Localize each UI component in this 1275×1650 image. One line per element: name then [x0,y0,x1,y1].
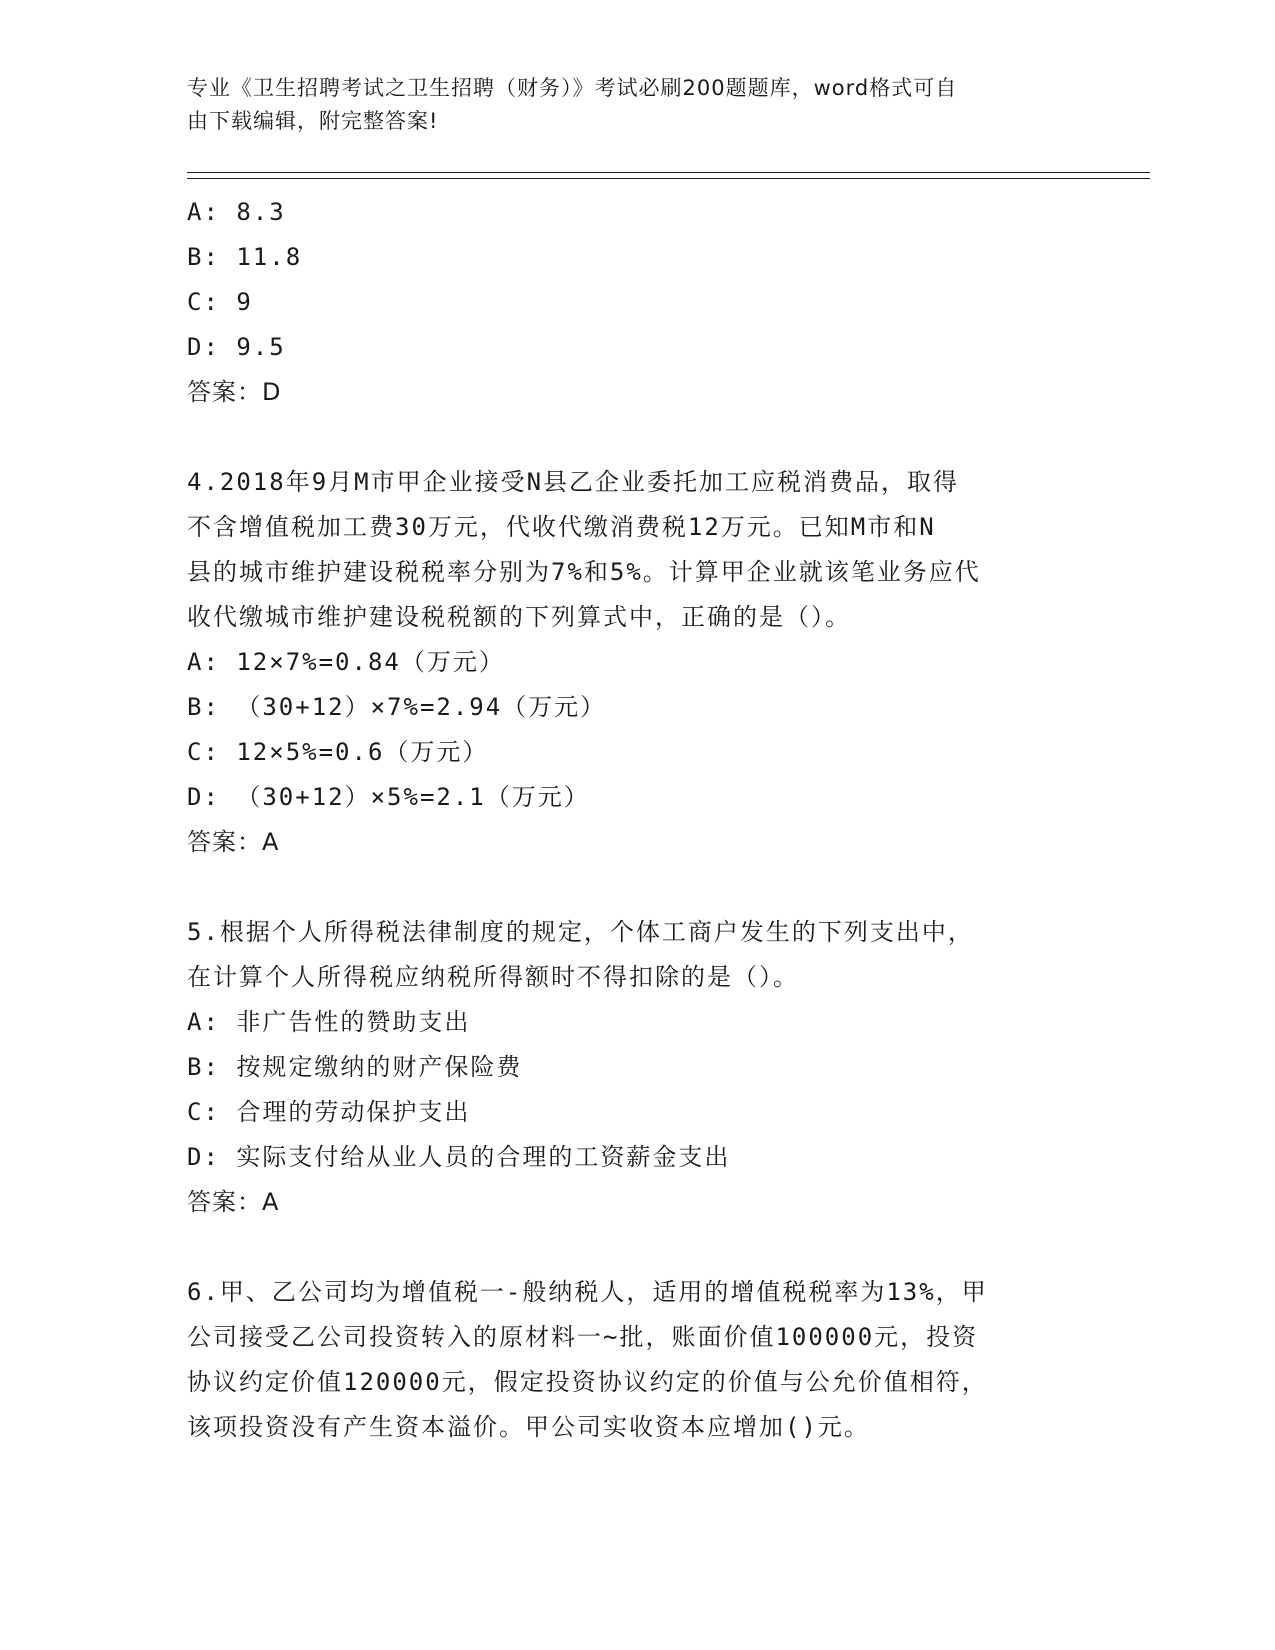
question-stem-line: 不含增值税加工费30万元，代收代缴消费税12万元。已知M市和N [187,513,936,541]
answer: 答案：D [187,378,282,406]
answer: 答案：A [187,1188,280,1216]
option-d: D: 实际支付给从业人员的合理的工资薪金支出 [187,1143,731,1171]
question-stem-line: 协议约定价值120000元，假定投资协议约定的价值与公允价值相符， [187,1368,988,1396]
question-stem-line: 该项投资没有产生资本溢价。甲公司实收资本应增加()元。 [187,1413,870,1441]
header-rule-bottom [187,178,1150,179]
option-a: A: 12×7%=0.84（万元） [187,648,505,676]
question-stem-line: 4.2018年9月M市甲企业接受N县乙企业委托加工应税消费品，取得 [187,468,960,496]
option-d: D: （30+12）×5%=2.1（万元） [187,783,590,811]
question-4 [187,460,1087,865]
question-6 [187,1270,1087,1450]
option-b: B: （30+12）×7%=2.94（万元） [187,693,607,721]
question-stem-line: 6.甲、乙公司均为增值税一-般纳税人，适用的增值税税率为13%，甲 [187,1278,988,1306]
option-a: A: 8.3 [187,198,286,226]
option-a: A: 非广告性的赞助支出 [187,1008,471,1036]
header-rule-top [187,172,1150,173]
header-line-2: 由下载编辑，附完整答案! [187,109,439,133]
question-stem-line: 县的城市维护建设税税率分别为7%和5%。计算甲企业就该笔业务应代 [187,558,981,586]
option-c: C: 合理的劳动保护支出 [187,1098,471,1126]
question-stem-line: 收代缴城市维护建设税税额的下列算式中，正确的是（）。 [187,603,851,631]
question-stem-line: 5.根据个人所得税法律制度的规定，个体工商户发生的下列支出中， [187,918,974,946]
option-d: D: 9.5 [187,333,286,361]
question-content [187,190,1087,1450]
question-stem-line: 在计算个人所得税应纳税所得额时不得扣除的是（）。 [187,963,799,991]
answer: 答案：A [187,828,280,856]
question-3 [187,190,1087,415]
option-b: B: 按规定缴纳的财产保险费 [187,1053,523,1081]
question-5 [187,910,1087,1225]
option-b: B: 11.8 [187,243,303,271]
header-line-1: 专业《卫生招聘考试之卫生招聘（财务）》考试必刷200题题库，word格式可自 [187,76,958,100]
question-stem-line: 公司接受乙公司投资转入的原材料一~批，账面价值100000元，投资 [187,1323,979,1351]
option-c: C: 12×5%=0.6（万元） [187,738,489,766]
document-header [187,72,1067,138]
option-c: C: 9 [187,288,253,316]
